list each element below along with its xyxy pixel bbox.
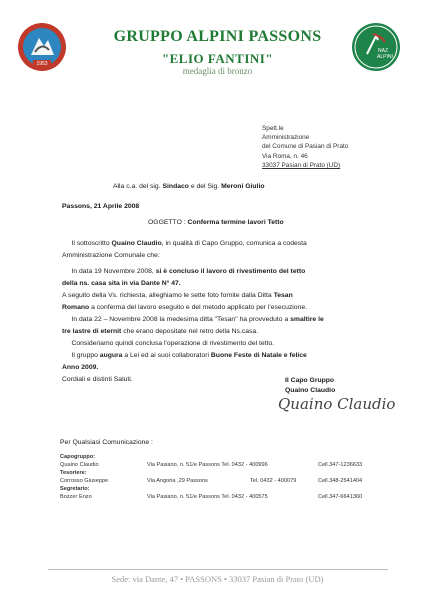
recipient-line: 33037 Pasian di Prato (UD) [262, 162, 341, 169]
contact-cell: Cell.347-1236633 [318, 462, 363, 468]
contacts-intro: Per Qualsiasi Comunicazione : [60, 439, 153, 446]
contact-tel: Tel. 0432 - 400079 [250, 478, 297, 484]
paragraph: In data 19 Novembre 2008, si è concluso il lavoro di rivestimento del tetto [71, 268, 306, 275]
recipient-line: Amministrazione [262, 134, 310, 141]
contact-role: Tesoriere: [60, 470, 87, 476]
contact-name: Bozzer Enzo [60, 494, 92, 500]
attention-line: Alla c.a. del sig. Sindaco e del Sig. Meroni Giulio [113, 183, 265, 190]
paragraph: Amministrazione Comunale che: [62, 252, 160, 259]
contact-address: Via Pasiano, n. 51/e Passons Tel. 0432 - 400575 [147, 494, 268, 500]
paragraph: Anno 2009. [62, 364, 99, 371]
paragraph: Il sottoscritto Quaino Claudio, in qualità di Capo Gruppo, comunica a codesta [71, 240, 307, 247]
contact-cell: Cell.348-2541404 [318, 478, 363, 484]
handwritten-signature: Quaino Claudio [278, 395, 396, 413]
contact-name: Corrosso Giuseppe [60, 478, 109, 484]
contact-cell: Cell.347-6641360 [318, 494, 363, 500]
svg-text:1953: 1953 [36, 61, 48, 67]
paragraph: Il gruppo augura a Lei ed ai suoi collaboratori Buone Feste di Natale e felice [71, 352, 307, 359]
paragraph: della ns. casa sita in via Dante N° 47. [62, 280, 181, 287]
date-line: Passons, 21 Aprile 2008 [62, 203, 140, 210]
recipient-line: del Comune di Pasian di Prato [262, 143, 349, 150]
footer-divider [48, 569, 388, 570]
paragraph: In data 22 – Novembre 2008 la medesima ditta "Tesan" ha provveduto a smaltire le [71, 316, 324, 323]
signature-name: Quaino Claudio [285, 387, 336, 394]
subject-line: OGGETTO : Conferma termine lavori Tetto [148, 219, 284, 226]
signature-title: Il Capo Gruppo [285, 377, 335, 384]
contact-role: Segretario: [60, 486, 90, 492]
section-name: "ELIO FANTINI" [161, 51, 274, 66]
paragraph: A seguito della Vs. richiesta, alleghiamo le sette foto fornite dalla Ditta Tesan [62, 292, 293, 299]
footer-address: Sede: via Dante, 47 • PASSONS • 33037 Pasian di Prato (UD) [111, 574, 324, 584]
medal-caption: medaglia di bronzo [182, 66, 253, 76]
recipient-line: Spett.le [262, 125, 284, 132]
body-text [62, 238, 380, 386]
contact-address: Via Angoria ,29 Passons [147, 478, 208, 484]
svg-text:NAZ: NAZ [378, 48, 388, 54]
contact-address: Via Pasiano, n. 51/e Passons Tel. 0432 - 400996 [147, 462, 268, 468]
contact-name: Quaino Claudio [60, 462, 99, 468]
paragraph: Cordiali e distinti Saluti. [62, 376, 133, 383]
paragraph: Consideriamo quindi conclusa l'operazione di rivestimento del tetto. [71, 340, 275, 347]
paragraph: tre lastre di eternit che erano depositate nel retro della Ns.casa. [62, 328, 259, 335]
recipient-line: Via Roma, n. 46 [262, 153, 308, 160]
paragraph: Romano a conferma del lavoro eseguito e del metodo applicato per l'esecuzione. [62, 304, 308, 311]
svg-text:ALPINI: ALPINI [377, 54, 393, 60]
org-name: GRUPPO ALPINI PASSONS [113, 28, 322, 45]
contact-role: Capogruppo: [60, 454, 96, 460]
